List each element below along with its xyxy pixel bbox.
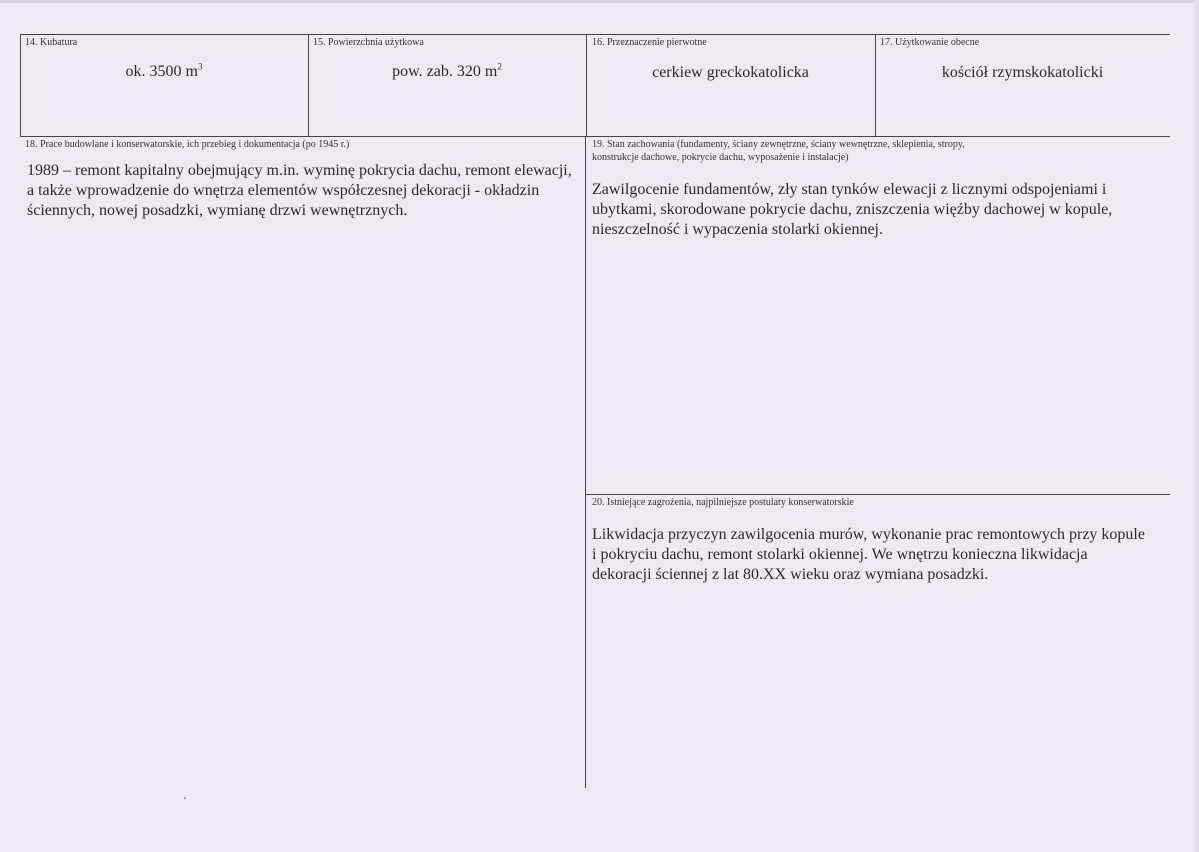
rule-top xyxy=(20,34,1170,35)
field-17-value: kościół rzymskokatolicki xyxy=(941,64,1104,81)
field-19-label-line1: 19. Stan zachowania (fundamenty, ściany zewnętrzne, ściany wewnętrzne, sklepienia, stropy, xyxy=(592,139,965,150)
field-16-value: cerkiew greckokatolicka xyxy=(652,64,809,81)
paper-right-edge xyxy=(1195,0,1199,852)
field-18-label: 18. Prace budowlane i konserwatorskie, ich przebieg i dokumentacja (po 1945 r.) xyxy=(25,139,350,150)
field-18-text: 1989 – remont kapitalny obejmujący m.in. wyminę pokrycia dachu, remont elewacji, a także wprowadzenie do wnętrza elementów współczesnej dekoracji - okładzin ściennych, nowej posadzki, wymianę drzwi wewnętrznych. xyxy=(27,162,572,219)
rule-col-14-15 xyxy=(308,34,309,136)
field-14-value-text: ok. 3500 m xyxy=(125,63,198,80)
field-14-label: 14. Kubatura xyxy=(25,37,78,48)
paper-speck xyxy=(184,797,186,799)
field-17-label: 17. Użytkowanie obecne xyxy=(880,37,980,48)
rule-row1-bottom xyxy=(20,136,1170,137)
field-16-label: 16. Przeznaczenie pierwotne xyxy=(592,37,707,48)
field-15-value xyxy=(308,63,586,81)
field-15-value-text: pow. zab. 320 m xyxy=(392,63,498,80)
rule-col-16-17 xyxy=(875,34,876,136)
field-20-text: Likwidacja przyczyn zawilgocenia murów, wykonanie prac remontowych przy kopule i pokryciu dachu, remont stolarki okiennej. We wnętrzu konieczna likwidacja dekoracji ściennej z lat 80.XX wieku oraz wymiana posadzki. xyxy=(592,526,1145,583)
field-14-unit-exponent: 3 xyxy=(197,61,203,72)
rule-col-15-16 xyxy=(586,34,587,136)
rule-field20-top xyxy=(585,494,1170,495)
field-15-unit-exponent: 2 xyxy=(497,61,502,72)
field-14-value xyxy=(20,63,308,81)
rule-left xyxy=(20,34,21,136)
field-15-label: 15. Powierzchnia użytkowa xyxy=(313,37,424,48)
field-19-label-line2: konstrukcje dachowe, pokrycie dachu, wyposażenie i instalacje) xyxy=(592,152,849,163)
rule-center xyxy=(585,136,586,788)
field-19-text: Zawilgocenie fundamentów, zły stan tynków elewacji z licznymi odspojeniami i ubytkami, skorodowane pokrycie dachu, zniszczenia więźby dachowej w kopule, nieszczelność i wypaczenia stolarki okiennej. xyxy=(592,181,1113,238)
field-20-label: 20. Istniejące zagrożenia, najpilniejsze postulaty konserwatorskie xyxy=(592,497,854,508)
paper-top-edge xyxy=(0,0,1199,3)
